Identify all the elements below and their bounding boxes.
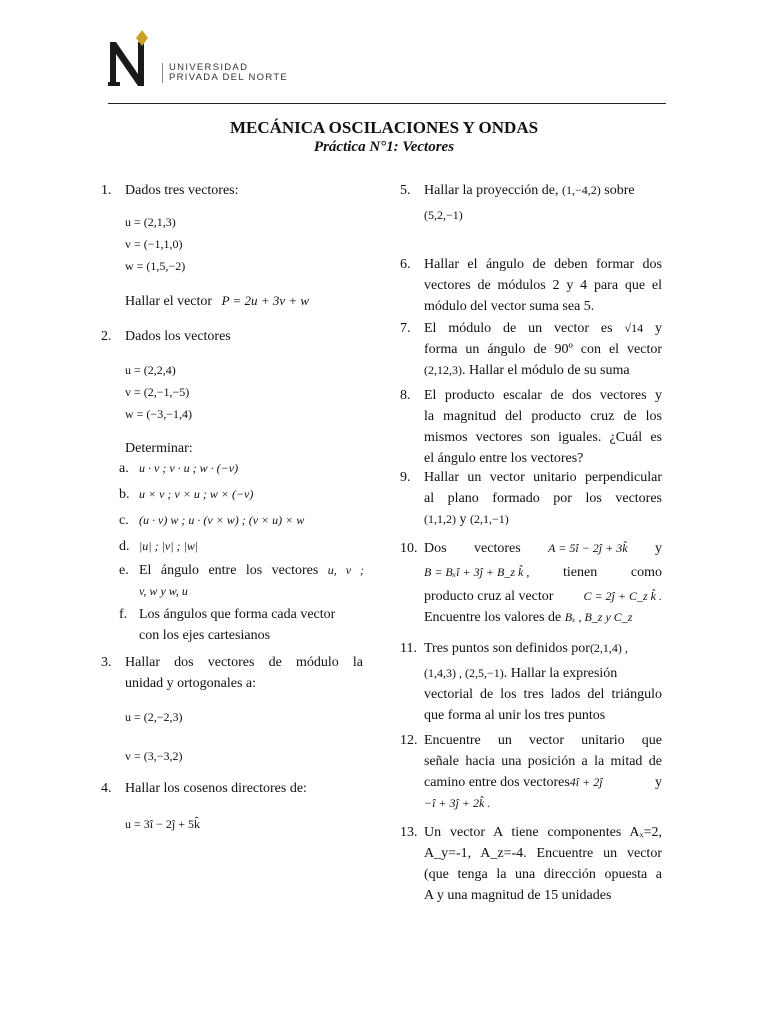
question-2 [101,326,363,347]
question-line: Un vector A tiene componentes Aₓ=2, [424,825,662,840]
sqrt-expression: √14 [624,321,644,335]
question-line: forma un ángulo de 90º con el vector [424,342,662,357]
vector-w: w = (1,5,−2) [125,259,186,273]
question-number: 5. [400,183,411,198]
sub-letter: f. [119,607,128,622]
question-13 [400,822,662,906]
question-number: 6. [400,257,411,272]
vector-v: v = (−1,1,0) [125,237,183,251]
vector-expression: −î + 3ĵ + 2k̂ . [424,796,491,810]
page-title: MECÁNICA OSCILACIONES Y ONDAS [229,118,539,137]
question-line: camino entre dos vectores [424,775,570,790]
question-word: vectores [474,541,521,556]
points-expression: (1,4,3) , (2,5,−1) [424,666,504,680]
sub-letter: c. [119,513,129,528]
question-4 [101,778,363,799]
question-number: 8. [400,388,411,403]
sub-expression: u, v ; [327,563,364,577]
question-line: El módulo de un vector es [424,321,613,336]
question-number: 1. [101,183,112,198]
vector-v: v = (3,−3,2) [125,749,183,763]
sub-expression-2: v, w y w, u [139,584,188,598]
question-line: producto cruz al vector [424,589,554,604]
sub-expression: (u · v) w ; u · (v × w) ; (v × u) × w [139,513,305,527]
vector-w: w = (−3,−1,4) [125,407,192,421]
sub-text-line: Los ángulos que forma cada vector [139,607,336,622]
question-line: Hallar la proyección de, [424,183,559,198]
university-logo-icon [106,28,154,90]
vector-expression: (5,2,−1) [424,208,463,222]
sub-letter: b. [119,487,130,502]
vector-v: v = (2,−1,−5) [125,385,190,399]
sub-item-e [119,560,364,602]
sub-letter: a. [119,461,129,476]
sub-letter: e. [119,563,129,578]
sub-item-b [119,484,364,505]
sub-text-line: El ángulo entre los vectores [139,563,319,578]
sub-item-a [119,458,364,479]
question-word: y [459,512,467,527]
sub-letter: d. [119,539,130,554]
question-line: Hallar un vector unitario perpendicular [424,470,662,485]
vector-b-expression: B = Bₓî + 3ĵ + B_z k̂ , [424,565,530,579]
logo-line-1: UNIVERSIDAD [169,62,249,73]
question-word: y [655,775,662,790]
question-number: 4. [101,781,112,796]
sub-item-d [119,536,364,557]
question-text: Dados los vectores [125,329,231,344]
vector-expression: 4î + 2ĵ [569,775,603,789]
question-number: 10. [400,541,418,556]
question-12 [400,730,662,814]
question-number: 2. [101,329,112,344]
question-number: 9. [400,470,411,485]
vector-u: u = (2,−2,3) [125,710,183,724]
question-10 [400,538,662,628]
question-line: que forma al unir los tres puntos [424,708,606,723]
question-word: como [630,565,662,580]
question-5 [400,180,662,226]
question-line: Hallar dos vectores de módulo la [125,655,363,670]
vector-expression: (1,1,2) [424,512,456,526]
question-line: A y una magnitud de 15 unidades [424,888,612,903]
question-number: 11. [400,641,417,656]
question-text: Hallar los cosenos directores de: [125,781,307,796]
sub-text-line: con los ejes cartesianos [139,628,271,643]
question-11 [400,638,662,726]
question-line: vectorial de los tres lados del triángulo [424,687,662,702]
question-8 [400,385,662,469]
question-9 [400,467,662,530]
question-line: mismos vectores son iguales. ¿Cuál es [424,430,662,445]
question-1-find [125,290,309,312]
find-text: Hallar el vector [125,294,213,309]
unknowns-expression: Bₓ , B_z y C_z [564,610,633,624]
header-divider [108,103,666,104]
question-number: 7. [400,321,411,336]
vector-u: u = (2,2,4) [125,363,176,377]
question-3 [101,652,363,694]
question-line: . Hallar la expresión [503,666,618,681]
question-line: A_y=-1, A_z=-4. Encuentre un vector [424,846,662,861]
determine-label: Determinar: [125,441,193,456]
sub-item-f [119,604,364,646]
vector-a-expression: A = 5î − 2ĵ + 3k̂ [548,541,628,555]
question-line: El producto escalar de dos vectores y [424,388,662,403]
question-line: Hallar el ángulo de deben formar dos [424,257,662,272]
sub-item-c [119,510,364,531]
question-number: 12. [400,733,418,748]
sub-expression: |u| ; |v| ; |w| [139,539,199,553]
sub-expression: u · v ; v · u ; w · (−v) [139,461,239,475]
question-line: vectores de módulos 2 y 4 para que el [424,278,662,293]
vector-c-expression: C = 2ĵ + C_z k̂ . [583,589,662,603]
question-line: . Hallar el módulo de su suma [462,363,630,378]
question-line: módulo del vector suma sea 5. [424,299,595,314]
question-line: la magnitud del producto cruz de los [424,409,662,424]
question-word: y [654,541,662,556]
vector-expression: (2,12,3) [424,363,462,377]
question-line: (que tenga la una dirección opuesta a [424,867,662,882]
question-number: 3. [101,655,112,670]
question-7 [400,318,662,381]
question-line: al plano formado por los vectores [424,491,662,506]
logo-line-2: PRIVADA DEL NORTE [169,72,289,83]
question-line: unidad y ortogonales a: [125,676,257,691]
vector-expression: (2,1,−1) [470,512,509,526]
question-word: tienen [563,565,598,580]
page-subtitle: Práctica N°1: Vectores [313,139,455,155]
question-number: 13. [400,825,418,840]
question-line: Encuentre un vector unitario que [424,733,662,748]
question-text: Dados tres vectores: [125,183,239,198]
question-word: sobre [604,183,635,198]
question-word: Dos [424,541,447,556]
vector-expression: (1,−4,2) [562,183,601,197]
sub-text [139,560,364,581]
vector-u: u = (2,1,3) [125,215,176,229]
sub-expression: u × v ; v × u ; w × (−v) [139,487,254,501]
question-1 [101,180,363,201]
question-6 [400,254,662,317]
question-line: el ángulo entre los vectores? [424,451,584,466]
question-word: y [655,321,663,336]
vector-u: u = 3î − 2ĵ + 5k̂ [125,817,200,831]
question-line: señale hacia una posición a la mitad de [424,754,662,769]
question-line: Tres puntos son definidos por [424,641,590,656]
question-line: Encuentre los valores de [424,610,562,625]
expression-p: P = 2u + 3v + w [221,293,310,308]
university-name [162,63,288,83]
point-expression: (2,1,4) , [589,641,628,655]
